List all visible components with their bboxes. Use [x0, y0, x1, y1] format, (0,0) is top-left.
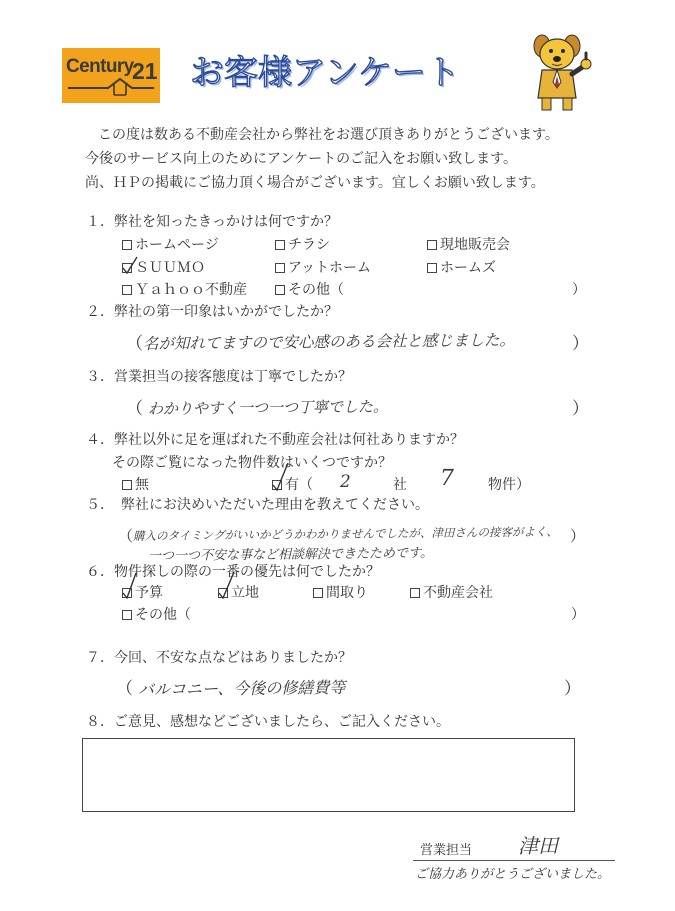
option-label: 有（	[285, 477, 313, 493]
option-label: その他（	[288, 282, 344, 298]
option-label: 間取り	[326, 585, 368, 601]
q6-option-floor-plan	[313, 586, 368, 600]
option-label: チラシ	[288, 237, 330, 253]
q4-company-count-handwriting: 2	[339, 471, 351, 492]
checkbox	[410, 588, 420, 598]
checkbox	[427, 240, 437, 250]
q7-answer-handwriting: バルコニー、今後の修繕費等	[137, 677, 346, 699]
option-label: 無	[135, 477, 149, 493]
checkmark-icon	[121, 256, 139, 276]
question-4-sub-label: その際ご覧になった物件数はいくつですか？	[112, 455, 392, 471]
q1-option-yahoo	[122, 283, 247, 297]
q1-option-homepage	[122, 238, 219, 252]
checkbox	[122, 480, 132, 490]
option-label: Ｙａｈｏｏ不動産	[135, 282, 247, 298]
logo-house-icon	[114, 84, 126, 95]
century21-logo	[62, 48, 160, 103]
checkbox	[122, 588, 132, 598]
thanks-message: ご協力ありがとうございました。	[415, 867, 611, 882]
question-8-label: ８．ご意見、感想などございましたら、ご記入ください。	[86, 714, 450, 730]
question-6-label: ６．物件探しの際の一番の優先は何でしたか？	[86, 564, 380, 580]
checkbox	[313, 588, 323, 598]
question-1-label: １．弊社を知ったきっかけは何ですか？	[86, 214, 338, 230]
logo-word: Century	[66, 56, 134, 77]
q2-answer-open-paren: （	[126, 334, 143, 354]
checkbox	[275, 285, 285, 295]
staff-name-handwriting: 津田	[517, 833, 559, 858]
q7-answer-open-paren: （	[116, 679, 133, 699]
option-label: その他（	[135, 607, 191, 623]
intro-line-2: 今後のサービス向上のためにアンケートのご記入をお願い致します。	[85, 151, 518, 167]
page-title: お客様アンケート	[190, 53, 460, 93]
q6-other-close-paren: ）	[571, 607, 585, 623]
q6-option-real-estate-company	[410, 586, 493, 600]
q3-answer-close-paren: ）	[572, 399, 589, 419]
checkbox	[272, 480, 282, 490]
q4-option-none	[122, 478, 149, 492]
q3-answer-open-paren: （	[126, 399, 143, 419]
option-label: 立地	[231, 585, 259, 601]
q2-answer-handwriting: 名が知れてますので安心感のある会社と感じました。	[142, 331, 516, 353]
checkbox	[275, 263, 285, 273]
q5-answer-handwriting-line-1: 購入のタイミングがいいかどうかわかりませんでしたが、津田さんの接客がよく、	[132, 524, 558, 543]
question-4-label: ４．弊社以外に足を運ばれた不動産会社は何社ありますか？	[86, 432, 464, 448]
question-3-label: ３．営業担当の接客態度は丁寧でしたか？	[86, 369, 352, 385]
q4-property-count-handwriting: 7	[439, 465, 455, 491]
question-5-label: ５． 弊社にお決めいただいた理由を教えてください。	[86, 497, 429, 513]
q4-property-unit: 物件）	[488, 477, 530, 493]
checkbox	[122, 610, 132, 620]
q3-answer-handwriting: わかりやすく一つ一つ丁寧でした。	[147, 397, 389, 418]
staff-underline	[413, 860, 615, 861]
mascot-dog-icon	[522, 32, 604, 114]
q5-answer-close-paren: ）	[570, 527, 586, 545]
staff-label: 営業担当	[420, 843, 473, 858]
q1-option-athome	[275, 261, 371, 275]
option-label: 予算	[135, 585, 163, 601]
q1-option-flyer	[275, 238, 330, 252]
q1-other-close-paren: ）	[572, 282, 586, 298]
checkmark-icon	[217, 569, 235, 601]
q5-answer-open-paren: （	[118, 527, 134, 545]
q6-option-location	[218, 586, 259, 600]
option-label: ホームズ	[440, 260, 496, 276]
checkmark-icon	[271, 461, 289, 493]
checkbox	[122, 240, 132, 250]
q1-option-other	[275, 283, 344, 297]
q4-option-yes	[272, 478, 313, 492]
checkbox	[218, 588, 228, 598]
q1-option-onsite-sale	[427, 238, 510, 252]
q7-answer-close-paren: ）	[564, 679, 581, 699]
option-label: 不動産会社	[423, 585, 493, 601]
checkbox	[122, 285, 132, 295]
checkbox	[427, 263, 437, 273]
question-7-label: ７．今回、不安な点などはありましたか？	[86, 650, 352, 666]
q6-option-budget	[122, 586, 163, 600]
intro-line-1: この度は数ある不動産会社から弊社をお選び頂きありがとうございます。	[98, 127, 559, 143]
q1-option-homes	[427, 261, 496, 275]
option-label: 現地販売会	[440, 237, 510, 253]
comment-box	[82, 738, 575, 812]
option-label: ＳＵＵＭＯ	[135, 260, 205, 276]
q1-option-suumo	[122, 261, 205, 275]
logo-graphic	[62, 48, 160, 103]
q2-answer-close-paren: ）	[572, 334, 589, 354]
logo-number: 21	[132, 58, 158, 84]
q6-option-other	[122, 608, 191, 622]
q4-company-unit: 社	[393, 477, 407, 493]
option-label: アットホーム	[288, 260, 372, 276]
question-2-label: ２．弊社の第一印象はいかがでしたか？	[86, 304, 338, 320]
checkbox	[275, 240, 285, 250]
checkbox	[122, 263, 132, 273]
option-label: ホームページ	[135, 237, 219, 253]
q5-answer-handwriting-line-2: 一つ一つ不安な事など相談解決できたためです。	[147, 546, 434, 564]
checkmark-icon	[121, 569, 139, 601]
intro-line-3: 尚、ＨＰの掲載にご協力頂く場合がございます。宜しくお願い致します。	[85, 175, 545, 191]
